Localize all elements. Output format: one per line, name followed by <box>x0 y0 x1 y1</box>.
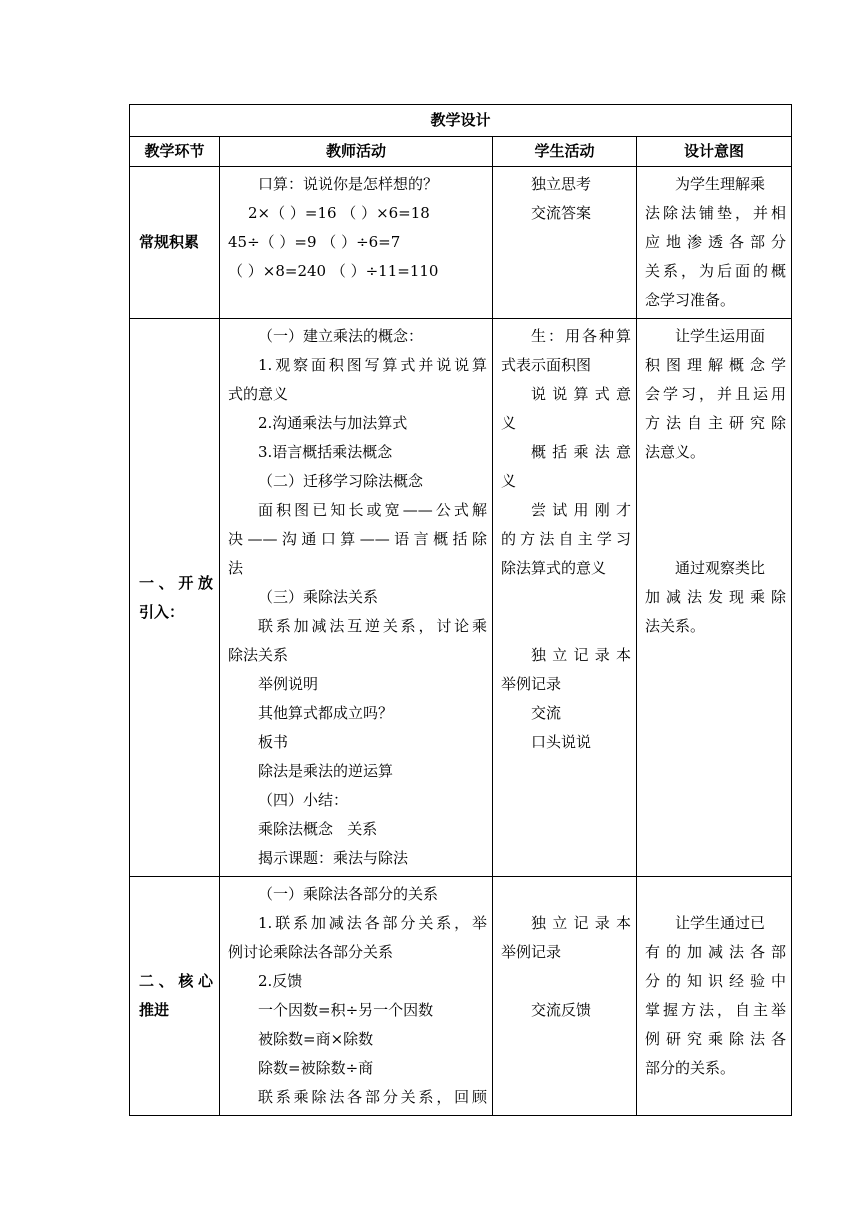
student-line: 举例记录 <box>501 943 562 961</box>
stage-cell <box>130 319 220 877</box>
intent-cell <box>637 877 792 1116</box>
student-line: 除法算式的意义 <box>501 559 607 577</box>
intent-line: 分的知识经验中 <box>645 972 787 990</box>
student-line: 式表示面积图 <box>501 356 592 374</box>
stage-label: 二、核心 <box>139 972 213 990</box>
teacher-line: 式的意义 <box>228 385 289 403</box>
student-line: 说说算式意 <box>531 385 631 403</box>
teacher-cell <box>220 877 493 1116</box>
teacher-line: （ ）×8=240 （ ）÷11=110 <box>228 262 439 280</box>
table-title: 教学设计 <box>130 105 792 137</box>
header-stage: 教学环节 <box>130 137 220 167</box>
teacher-line: 除法关系 <box>228 646 289 664</box>
student-cell <box>493 877 637 1116</box>
teacher-line: 除数=被除数÷商 <box>258 1059 374 1077</box>
teacher-line: （三）乘除法关系 <box>258 588 379 606</box>
intent-line: 有的加减法各部 <box>645 943 787 961</box>
student-cell <box>493 319 637 877</box>
intent-cell <box>637 167 792 319</box>
spacer <box>645 467 786 525</box>
intent-line: 法除法铺垫，并相 <box>645 204 787 222</box>
student-line: 交流 <box>531 704 562 722</box>
teacher-line: 1.联系加减法各部分关系，举 <box>258 914 487 932</box>
teacher-line: 面积图已知长或宽——公式解 <box>258 501 487 519</box>
teacher-line: 联系加减法互逆关系，讨论乘 <box>258 617 487 635</box>
student-line: 义 <box>501 414 517 432</box>
header-teacher: 教师活动 <box>220 137 493 167</box>
intent-line: 部分的关系。 <box>645 1059 736 1077</box>
student-line: 交流答案 <box>531 204 592 222</box>
student-line: 概括乘法意 <box>531 443 631 461</box>
stage-cell <box>130 167 220 319</box>
intent-line: 让学生通过已 <box>675 914 766 932</box>
teacher-line: 一个因数=积÷另一个因数 <box>258 1001 434 1019</box>
teacher-line: 板书 <box>258 733 289 751</box>
student-line: 举例记录 <box>501 675 562 693</box>
intent-line: 法意义。 <box>645 443 706 461</box>
student-line: 口头说说 <box>531 733 592 751</box>
intent-line: 掌握方法，自主举 <box>645 1001 787 1019</box>
intent-line: 应地渗透各部分 <box>645 233 787 251</box>
stage-label: 引入： <box>139 602 185 621</box>
header-student: 学生活动 <box>493 137 637 167</box>
teacher-line: 2.反馈 <box>258 972 303 990</box>
intent-line: 关系，为后面的概 <box>645 262 787 280</box>
intent-line: 让学生运用面 <box>675 327 766 345</box>
student-line: 独立思考 <box>531 175 592 193</box>
student-line: 尝试用刚才 <box>531 501 631 519</box>
teacher-line: 揭示课题：乘法与除法 <box>258 849 409 867</box>
spacer <box>501 880 631 909</box>
teacher-line: 乘除法概念 关系 <box>258 820 378 838</box>
intent-line: 法关系。 <box>645 617 706 635</box>
stage-label: 常规积累 <box>139 233 200 251</box>
teacher-line: 2×（ ）=16 （ ）×6=18 <box>248 204 430 222</box>
intent-line: 通过观察类比 <box>675 559 766 577</box>
teacher-line: 1.观察面积图写算式并说说算 <box>258 356 487 374</box>
teacher-line: （四）小结： <box>258 791 349 809</box>
stage-label: 一、开放 <box>139 573 213 592</box>
teacher-cell <box>220 319 493 877</box>
teacher-cell <box>220 167 493 319</box>
student-line: 的方法自主学习 <box>501 530 631 548</box>
teacher-line: 举例说明 <box>258 675 319 693</box>
teacher-line: 口算：说说你是怎样想的？ <box>258 175 439 193</box>
teacher-line: 2.沟通乘法与加法算式 <box>258 414 408 432</box>
student-line: 生：用各种算 <box>531 327 631 345</box>
stage-label: 推进 <box>139 1001 170 1019</box>
teacher-line: 联系乘除法各部分关系，回顾 <box>258 1088 487 1106</box>
teacher-line: 3.语言概括乘法概念 <box>258 443 393 461</box>
intent-line: 例研究乘除法各 <box>645 1030 787 1048</box>
teacher-line: 例讨论乘除法各部分关系 <box>228 943 394 961</box>
student-line: 义 <box>501 472 517 490</box>
student-line: 交流反馈 <box>531 1001 592 1019</box>
intent-line: 积图理解概念学 <box>645 356 787 374</box>
table-row <box>130 877 792 1116</box>
student-line: 独立记录本 <box>531 646 631 664</box>
teacher-line: （一）建立乘法的概念： <box>258 327 424 345</box>
header-row <box>130 137 792 167</box>
teacher-line: 45÷（ ）=9 （ ）÷6=7 <box>228 233 401 251</box>
intent-cell <box>637 319 792 877</box>
teacher-line: 法 <box>228 559 244 577</box>
header-intent: 设计意图 <box>637 137 792 167</box>
teacher-line: 除法是乘法的逆运算 <box>258 762 394 780</box>
spacer <box>645 880 786 909</box>
spacer <box>645 525 786 554</box>
teaching-design-table <box>129 104 792 1116</box>
intent-line: 方法自主研究除 <box>645 414 787 432</box>
spacer <box>501 583 631 641</box>
stage-cell <box>130 877 220 1116</box>
intent-line: 为学生理解乘 <box>675 175 766 193</box>
student-cell <box>493 167 637 319</box>
intent-line: 念学习准备。 <box>645 291 736 309</box>
student-line: 独立记录本 <box>531 914 631 932</box>
teacher-line: 决——沟通口算——语言概括除 <box>228 530 487 548</box>
teacher-line: （二）迁移学习除法概念 <box>258 472 424 490</box>
table-row <box>130 167 792 319</box>
spacer <box>501 967 631 996</box>
teacher-line: 被除数=商×除数 <box>258 1030 374 1048</box>
teacher-line: （一）乘除法各部分的关系 <box>258 885 439 903</box>
intent-line: 加减法发现乘除 <box>645 588 787 606</box>
table-row <box>130 319 792 877</box>
intent-line: 会学习，并且运用 <box>645 385 787 403</box>
teacher-line: 其他算式都成立吗？ <box>258 704 394 722</box>
